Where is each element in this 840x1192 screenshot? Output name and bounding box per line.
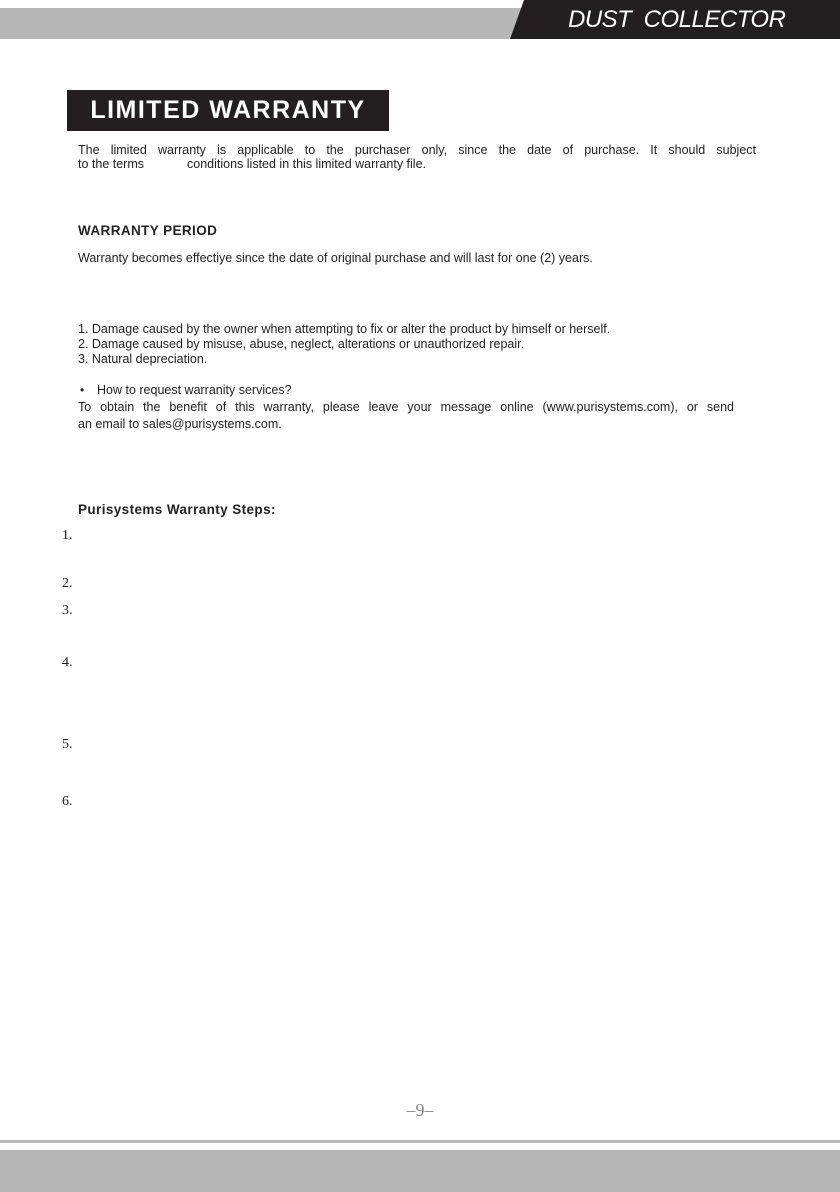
footer-divider <box>0 1140 840 1143</box>
intro-line-2-end: conditions listed in this limited warranty file. <box>187 157 426 171</box>
request-line-1: To obtain the benefit of this warranty, please leave your message online (www.purisystems.com), or send <box>78 400 734 414</box>
exclusion-item-1: 1. Damage caused by the owner when attempting to fix or alter the product by himself or herself. <box>78 322 611 336</box>
warranty-period-heading: WARRANTY PERIOD <box>78 223 218 238</box>
step-number-6: 6. <box>62 794 73 809</box>
page-title: LIMITED WARRANTY <box>67 90 389 131</box>
request-line-2: an email to sales@purisystems.com. <box>78 417 282 431</box>
intro-line-2-start: to the terms <box>78 157 144 171</box>
footer-band <box>0 1150 840 1192</box>
step-number-4: 4. <box>62 655 73 670</box>
step-number-3: 3. <box>62 603 73 618</box>
steps-heading: Purisystems Warranty Steps: <box>78 502 276 517</box>
intro-line-1: The limited warranty is applicable to the purchaser only, since the date of purchase. It should subject <box>78 143 756 157</box>
exclusion-item-2: 2. Damage caused by misuse, abuse, neglect, alterations or unauthorized repair. <box>78 337 525 351</box>
request-question: How to request warranity services? <box>97 383 292 397</box>
step-number-5: 5. <box>62 737 73 752</box>
warranty-period-text: Warranty becomes effectiye since the date of original purchase and will last for one (2) years. <box>78 251 593 265</box>
header-title: DUST COLLECTOR <box>568 6 786 33</box>
exclusion-item-3: 3. Natural depreciation. <box>78 352 208 366</box>
step-number-2: 2. <box>62 576 73 591</box>
step-number-1: 1. <box>62 528 73 543</box>
page-number: –9– <box>406 1100 434 1120</box>
bullet-icon: • <box>80 383 85 397</box>
